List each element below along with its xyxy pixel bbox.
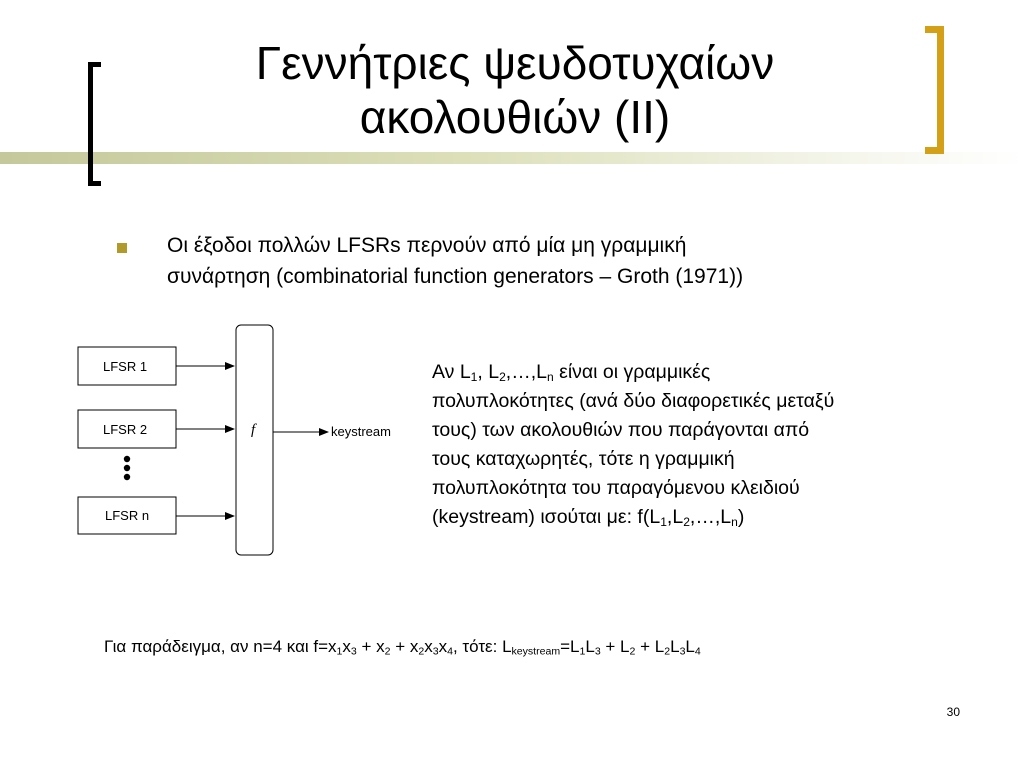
subscript: 2 (629, 645, 636, 658)
text-fragment: L (670, 637, 680, 656)
title-line-2: ακολουθιών (II) (359, 91, 671, 143)
lfsr-n-label: LFSR n (105, 508, 150, 523)
subscript: 3 (432, 645, 439, 658)
text-fragment: ,…,L (505, 361, 547, 383)
bullet-line-1: Οι έξοδοι πολλών LFSRs περνούν από μία μη γραμμική (167, 234, 687, 257)
right-bracket-decoration (925, 26, 944, 154)
text-fragment: ,…,L (689, 506, 732, 528)
lfsr-combiner-diagram (70, 318, 410, 563)
text-fragment: Αν L (432, 361, 471, 383)
subscript: 2 (664, 645, 671, 658)
left-bracket-decoration (88, 62, 101, 186)
subscript: 1 (579, 645, 586, 658)
text-fragment: =L (560, 637, 580, 656)
subscript: 3 (594, 645, 601, 658)
subscript: 1 (336, 645, 343, 658)
subscript: 1 (660, 515, 667, 530)
subscript: 2 (384, 645, 391, 658)
text-fragment: x (438, 637, 448, 656)
text-fragment: , L (477, 361, 500, 383)
description-line-2: πολυπλοκότητες (ανά δύο διαφορετικές μεταξύ (432, 390, 835, 412)
lfsr-1-box (78, 347, 176, 385)
slide-title (110, 36, 920, 144)
function-box (236, 325, 273, 555)
description-line-3: τους) των ακολουθιών που παράγονται από (432, 419, 810, 441)
description-line-5: πολυπλοκότητα του παραγόμενου κλειδιού (432, 477, 800, 499)
page-number: 30 (946, 705, 960, 719)
lfsr-2-label: LFSR 2 (103, 422, 148, 437)
title-band (0, 152, 1024, 164)
subscript: 2 (683, 515, 690, 530)
subscript: 4 (694, 645, 701, 658)
description-line-4: τους καταχωρητές, τότε η γραμμική (432, 448, 735, 470)
text-fragment: ) (737, 506, 745, 528)
text-fragment: L (585, 637, 595, 656)
bullet-line-2: συνάρτηση (combinatorial function generators – Groth (1971)) (167, 265, 744, 288)
description-line-1 (432, 358, 992, 387)
lfsr-2-box (78, 410, 176, 448)
subscript: 1 (470, 370, 478, 385)
text-fragment: ,L (666, 506, 684, 528)
description-line-6 (432, 503, 992, 532)
complexity-description (432, 358, 992, 532)
text-fragment: x (342, 637, 351, 656)
text-fragment: + L (600, 637, 630, 656)
text-fragment: , τότε: L (452, 637, 512, 656)
subscript: n (731, 515, 738, 530)
lfsr-n-box (78, 497, 176, 534)
text-fragment: L (685, 637, 695, 656)
text-fragment: (keystream) ισούται με: f(L (432, 506, 661, 528)
subscript: 2 (499, 370, 506, 385)
text-fragment: + x (356, 637, 385, 656)
bullet-square-icon (117, 243, 127, 253)
text-fragment: + L (635, 637, 665, 656)
example-formula (104, 634, 1004, 660)
text-fragment: Για παράδειγμα, αν n=4 και f=x (104, 637, 337, 656)
subscript: keystream (511, 645, 561, 658)
bullet-text (167, 230, 967, 292)
subscript: n (546, 370, 554, 385)
subscript: 2 (418, 645, 425, 658)
lfsr-1-label: LFSR 1 (103, 359, 148, 374)
subscript: 3 (350, 645, 357, 658)
function-label: f (251, 422, 256, 438)
text-fragment: είναι οι γραμμικές (553, 361, 711, 383)
subscript: 3 (679, 645, 686, 658)
subscript: 4 (447, 645, 453, 658)
text-fragment: x (424, 637, 433, 656)
continuation-dots (124, 456, 130, 480)
text-fragment: + x (390, 637, 419, 656)
title-line-1: Γεννήτριες ψευδοτυχαίων (255, 37, 775, 89)
keystream-label: keystream (331, 424, 391, 439)
